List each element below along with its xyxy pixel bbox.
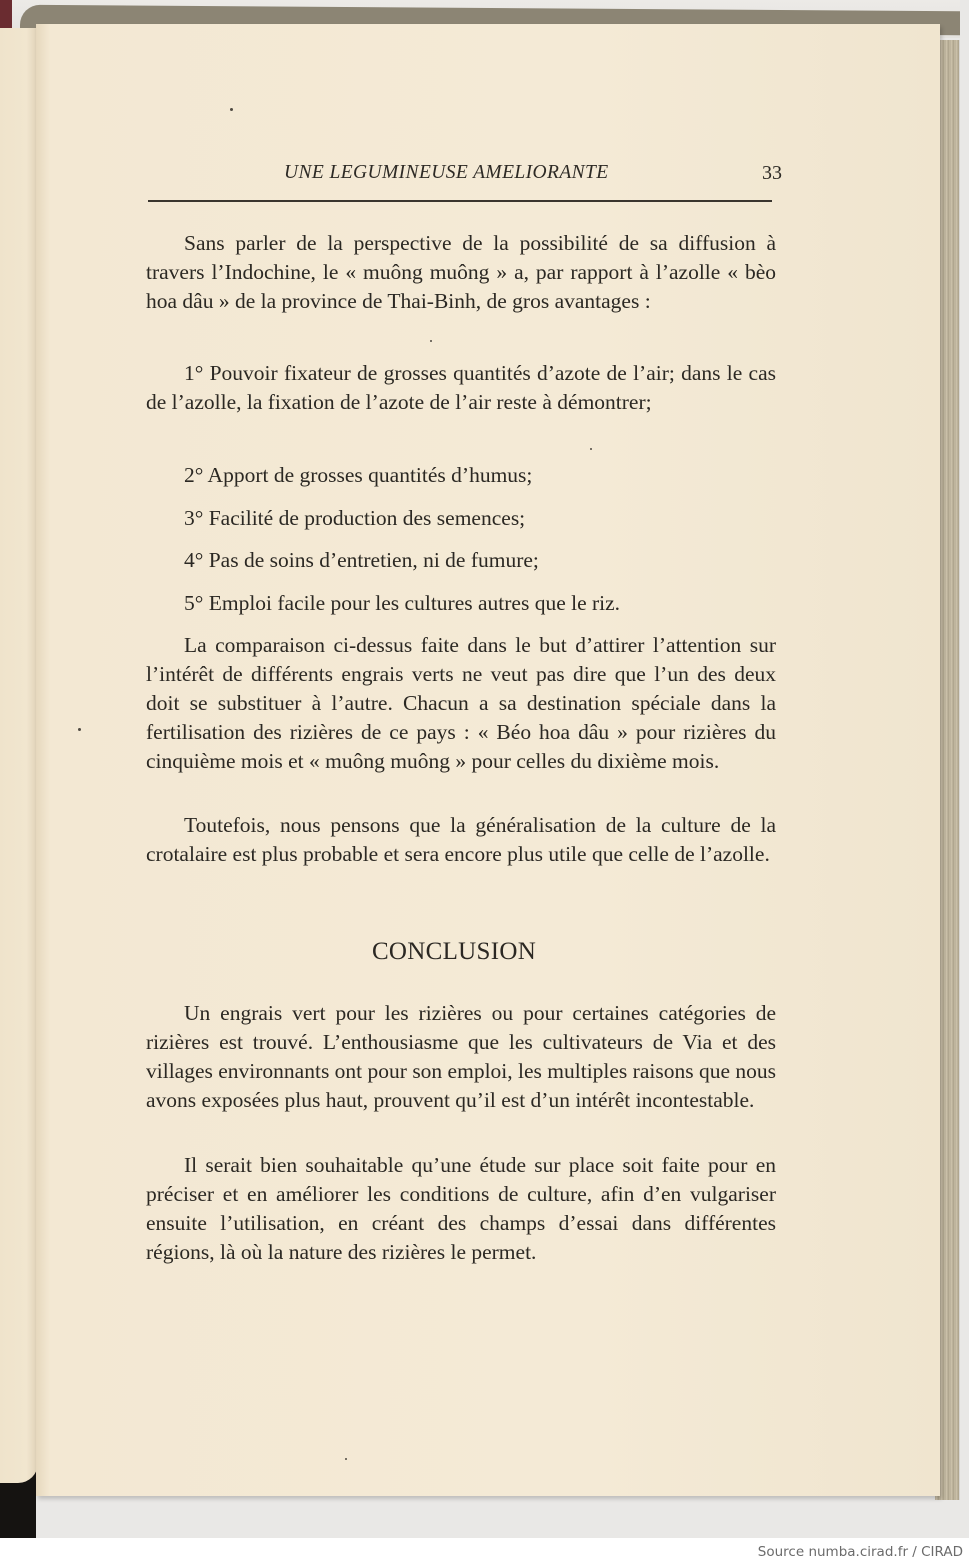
toutefois-block [146, 811, 776, 869]
paper-speck [230, 108, 233, 111]
comparison-paragraph: La comparaison ci-dessus faite dans le but d’attirer l’attention sur l’intérêt de différents engrais verts ne veut pas dire que l’un des deux doit se substituer à l’autre. Chacun a sa destination spéciale dans la fertilisation des rizières de ce pays : « Béo hoa dâu » pour rizières du cinquième mois et « muông muông » pour celles du dixième mois. [146, 633, 776, 773]
paper-speck [430, 340, 432, 342]
conclusion-paragraph: Un engrais vert pour les rizières ou pour certaines catégories de rizières est trouvé. L’enthousiasme que les cultivateurs de Via et des villages environnants ont pour son emploi, les multiples raisons que nous avons exposées plus haut, prouvent qu’il est d’un intérêt incontestable. [146, 1001, 776, 1112]
conclusion-paragraph: Il serait bien souhaitable qu’une étude sur place soit faite pour en préciser et en améliorer les conditions de culture, afin d’en vulgariser ensuite l’utilisation, en créant des champs d’essai dans différentes régions, là où la nature des rizières le permet. [146, 1153, 776, 1264]
book-binding-corner [0, 0, 12, 30]
list-item-4-block [146, 546, 776, 575]
list-item-3-block [146, 504, 776, 533]
list-item: 3° Facilité de production des semences; [184, 506, 526, 530]
comparison-block [146, 631, 776, 776]
list-item-2-block [146, 461, 776, 490]
list-item: 5° Emploi facile pour les cultures autres que le riz. [184, 591, 621, 615]
list-item: 2° Apport de grosses quantités d’humus; [184, 463, 533, 487]
conclusion-block-1 [146, 999, 776, 1115]
list-item-5-block [146, 589, 776, 618]
header-rule [148, 200, 772, 202]
list-item-1-block [146, 359, 776, 417]
paper-speck [590, 448, 592, 450]
intro-paragraph: Sans parler de la perspective de la possibilité de sa diffusion à travers l’Indochine, le « muông muông » a, par rapport à l’azolle « bèo hoa dâu » de la province de Thai-Binh, de gros avantages : [146, 231, 776, 313]
intro-block [146, 229, 776, 316]
source-credit: Source numba.cirad.fr / CIRAD [757, 1544, 963, 1560]
list-item: 4° Pas de soins d’entretien, ni de fumure; [184, 548, 539, 572]
page-number: 33 [762, 162, 782, 184]
paper-speck [345, 1458, 347, 1460]
list-item: 1° Pouvoir fixateur de grosses quantités d’azote de l’air; dans le cas de l’azolle, la fixation de l’azote de l’air reste à démontrer; [146, 361, 776, 414]
toutefois-paragraph: Toutefois, nous pensons que la généralisation de la culture de la crotalaire est plus probable et sera encore plus utile que celle de l’azolle. [146, 813, 776, 866]
left-page-curl [0, 28, 38, 1483]
running-title: UNE LEGUMINEUSE AMELIORANTE [284, 162, 609, 183]
conclusion-block-2 [146, 1151, 776, 1267]
paper-speck [78, 728, 81, 731]
running-header [146, 162, 782, 190]
section-heading: CONCLUSION [371, 938, 537, 965]
